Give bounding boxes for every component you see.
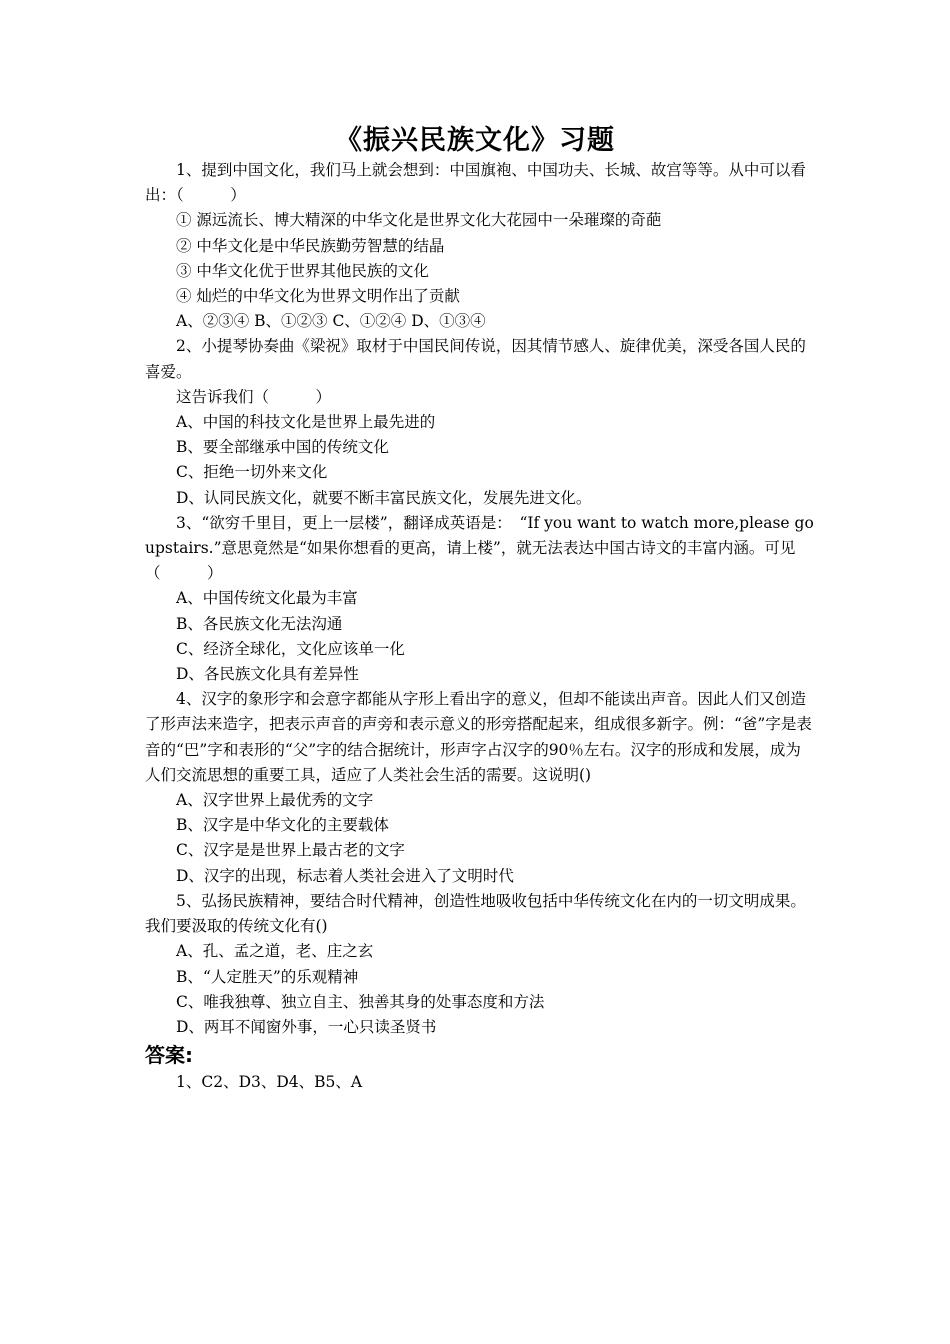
question-4-option-b: B、汉字是中华文化的主要载体	[176, 816, 389, 835]
answers-heading: 答案:	[145, 1043, 193, 1068]
question-2-option-a: A、中国的科技文化是世界上最先进的	[176, 413, 436, 432]
question-2-option-c: C、拒绝一切外来文化	[176, 463, 328, 482]
question-5-option-a: A、孔、孟之道，老、庄之玄	[176, 942, 374, 961]
question-2-stem: 2、小提琴协奏曲《梁祝》取材于中国民间传说，因其情节感人、旋律优美，深受各国人民的喜爱。	[145, 337, 806, 381]
question-1-item-3: ③ 中华文化优于世界其他民族的文化	[176, 261, 429, 280]
question-4-option-a: A、汉字世界上最优秀的文字	[176, 791, 374, 810]
question-2-option-b: B、要全部继承中国的传统文化	[176, 438, 389, 457]
document-body	[145, 158, 815, 1095]
question-5-option-c: C、唯我独尊、独立自主、独善其身的处事态度和方法	[176, 992, 545, 1011]
question-1-item-2: ② 中华文化是中华民族勤劳智慧的结晶	[176, 236, 445, 255]
question-2-option-d: D、认同民族文化，就要不断丰富民族文化，发展先进文化。	[176, 488, 592, 507]
question-3-option-a: A、中国传统文化最为丰富	[176, 589, 358, 608]
answers-text: 1、C2、D3、D4、B5、A	[176, 1073, 363, 1092]
question-1-options: A、②③④ B、①②③ C、①②④ D、①③④	[176, 312, 486, 331]
question-3-stem: 3、“欲穷千里目，更上一层楼”，翻译成英语是： “If you want to watch more,please go upstairs.”意思竟然是“如果你想看的更高，请上楼”，就无法表达中国古诗文的丰富内涵。可见（ ）	[145, 513, 814, 583]
question-5-stem: 5、弘扬民族精神，要结合时代精神，创造性地吸收包括中华传统文化在内的一切文明成果。我们要汲取的传统文化有()	[145, 891, 806, 936]
question-3-option-c: C、经济全球化，文化应该单一化	[176, 639, 405, 658]
document-title: 《振兴民族文化》习题	[335, 125, 615, 156]
question-3-option-b: B、各民族文化无法沟通	[176, 614, 343, 633]
question-5-option-b: B、“人定胜天”的乐观精神	[176, 967, 359, 986]
question-3-option-d: D、各民族文化具有差异性	[176, 665, 359, 684]
question-2-stem-continued: 这告诉我们（ ）	[176, 387, 332, 406]
question-4-stem: 4、汉字的象形字和会意字都能从字形上看出字的意义，但却不能读出声音。因此人们又创造了形声法来造字，把表示声音的声旁和表示意义的形旁搭配起来，组成很多新字。例：“爸”字是表音的“巴”字和表形的“父”字的结合据统计，形声字占汉字的90％左右。汉字的形成和发展，成为人们交流思想的重要工具，适应了人类社会生活的需要。这说明()	[145, 690, 812, 784]
question-4-option-d: D、汉字的出现，标志着人类社会进入了文明时代	[176, 866, 514, 885]
question-1-stem: 1、提到中国文化，我们马上就会想到：中国旗袍、中国功夫、长城、故宫等等。从中可以看出：（ ）	[145, 161, 806, 205]
question-4-option-c: C、汉字是是世界上最古老的文字	[176, 841, 405, 860]
question-5-option-d: D、两耳不闻窗外事，一心只读圣贤书	[176, 1017, 437, 1036]
question-1-item-1: ① 源远流长、博大精深的中华文化是世界文化大花园中一朵璀璨的奇葩	[176, 211, 662, 230]
question-1-item-4: ④ 灿烂的中华文化为世界文明作出了贡献	[176, 287, 460, 306]
